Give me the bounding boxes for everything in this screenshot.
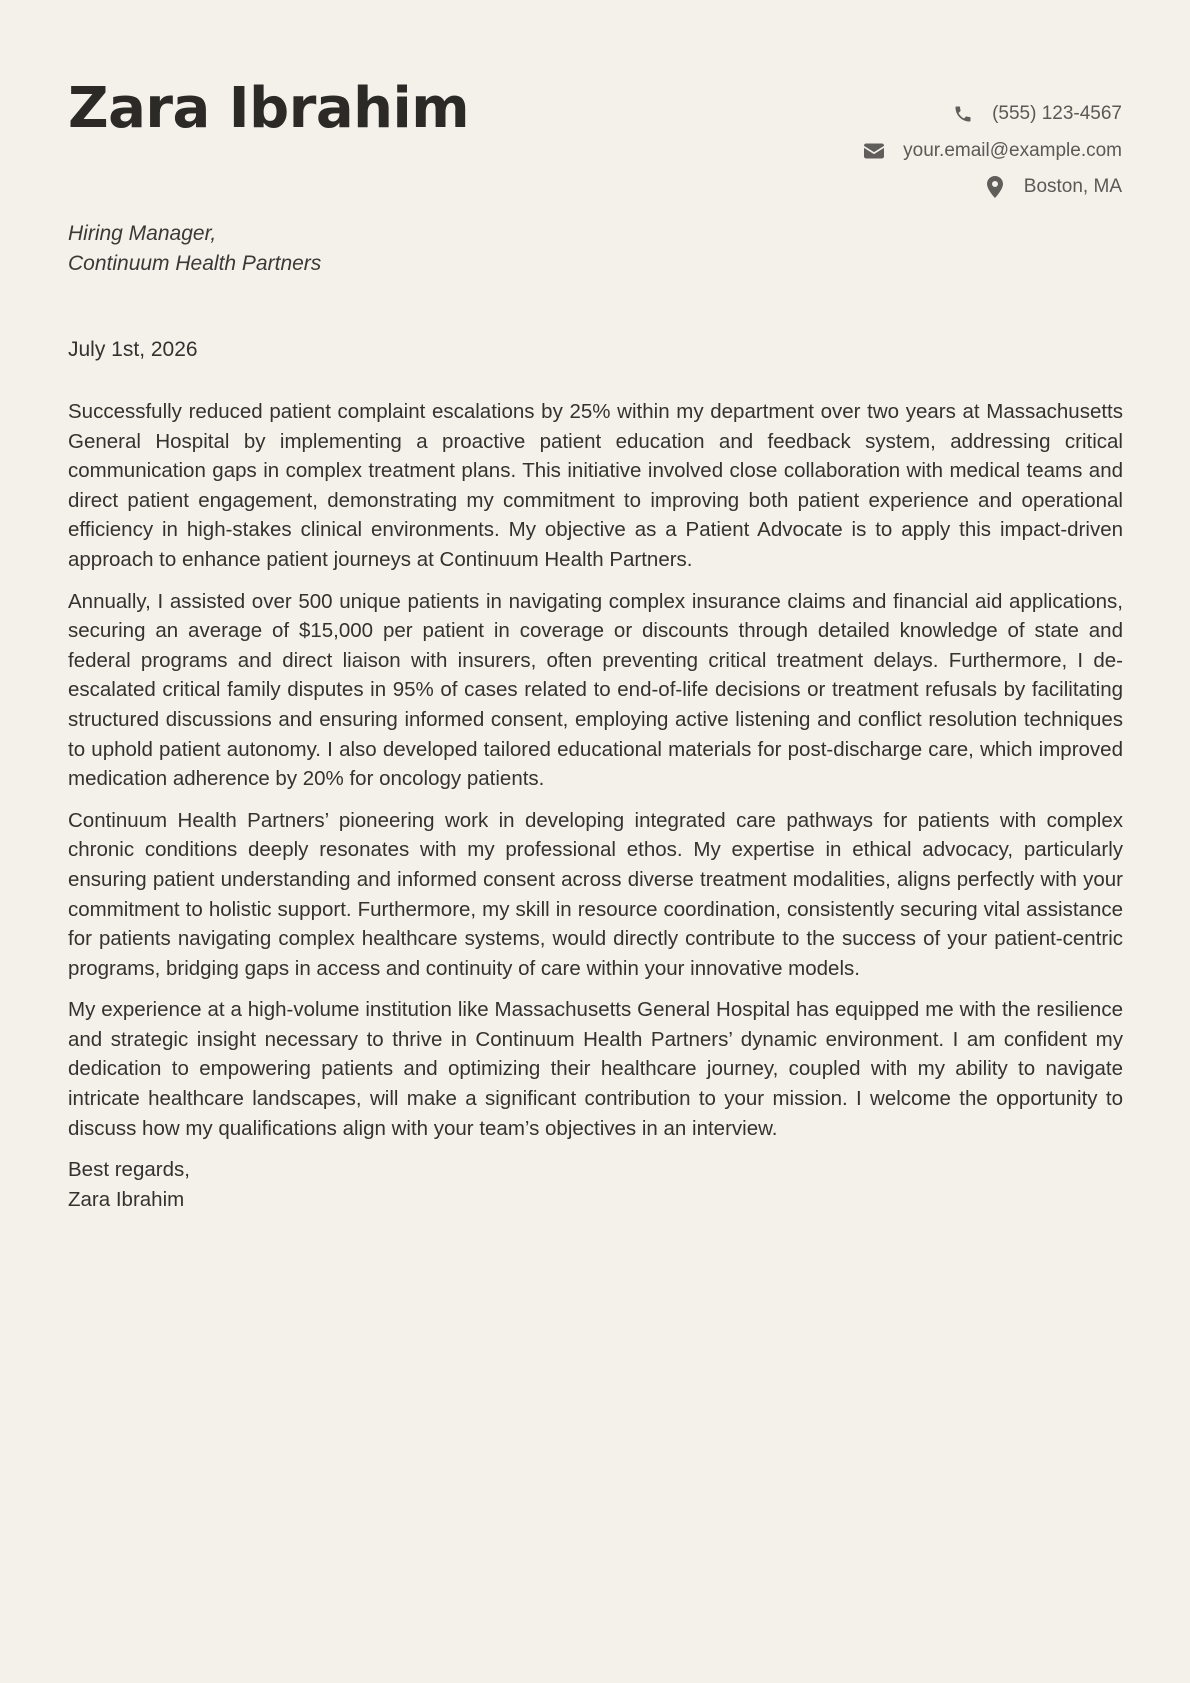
- phone-icon: [952, 103, 974, 125]
- body-paragraph: Successfully reduced patient complaint escalations by 25% within my department over two years at Massachusetts General Hospital by implementing a proactive patient education and feedback system, addressing critical communication gaps in complex treatment plans. This initiative involved close collaboration with medical teams and direct patient engagement, demonstrating my commitment to improving both patient experience and operational efficiency in high-stakes clinical environments. My objective as a Patient Advocate is to apply this impact-driven approach to enhance patient journeys at Continuum Health Partners.: [68, 400, 1123, 571]
- applicant-name: Zara Ibrahim: [68, 76, 470, 141]
- envelope-icon: [863, 140, 885, 162]
- contact-info: [863, 96, 1122, 206]
- closing-salutation: Best regards,: [68, 1158, 190, 1182]
- contact-email: [863, 133, 1122, 170]
- contact-location: [863, 169, 1122, 206]
- letter-date: July 1st, 2026: [68, 338, 198, 361]
- closing-block: [68, 1155, 1123, 1214]
- body-paragraph: Annually, I assisted over 500 unique patients in navigating complex insurance claims and financial aid applications, securing an average of $15,000 per patient in coverage or discounts through detailed knowledge of state and federal programs and direct liaison with insurers, often preventing critical treatment delays. Furthermore, I de-escalated critical family disputes in 95% of cases related to end-of-life decisions or treatment refusals by facilitating structured discussions and ensuring informed consent, employing active listening and conflict resolution techniques to uphold patient autonomy. I also developed tailored educational materials for post-discharge care, which improved medication adherence by 20% for oncology patients.: [68, 589, 1123, 791]
- closing-signature: Zara Ibrahim: [68, 1187, 185, 1211]
- letter-header: [68, 0, 1122, 210]
- recipient-block: [68, 219, 321, 279]
- recipient-company: Continuum Health Partners: [68, 252, 322, 275]
- recipient-title: Hiring Manager,: [68, 222, 217, 245]
- email-address: your.email@example.com: [903, 139, 1122, 161]
- phone-number: (555) 123-4567: [992, 103, 1122, 125]
- contact-phone: [863, 96, 1122, 133]
- letter-body: [68, 397, 1123, 1214]
- location-text: Boston, MA: [1023, 176, 1122, 198]
- map-marker-icon: [984, 176, 1006, 198]
- body-paragraph: Continuum Health Partners’ pioneering work in developing integrated care pathways for patients with complex chronic conditions deeply resonates with my professional ethos. My expertise in ethical advocacy, particularly ensuring patient understanding and informed consent across diverse treatment modalities, aligns perfectly with your commitment to holistic support. Furthermore, my skill in resource coordination, consistently securing vital assistance for patients navigating complex healthcare systems, would directly contribute to the success of your patient-centric programs, bridging gaps in access and continuity of care within your innovative models.: [68, 808, 1123, 980]
- body-paragraph: My experience at a high-volume institution like Massachusetts General Hospital has equipped me with the resilience and strategic insight necessary to thrive in Continuum Health Partners’ dynamic environment. I am confident my dedication to empowering patients and optimizing their healthcare journey, coupled with my ability to navigate intricate healthcare landscapes, will make a significant contribution to your mission. I welcome the opportunity to discuss how my qualifications align with your team’s objectives in an interview.: [68, 998, 1123, 1140]
